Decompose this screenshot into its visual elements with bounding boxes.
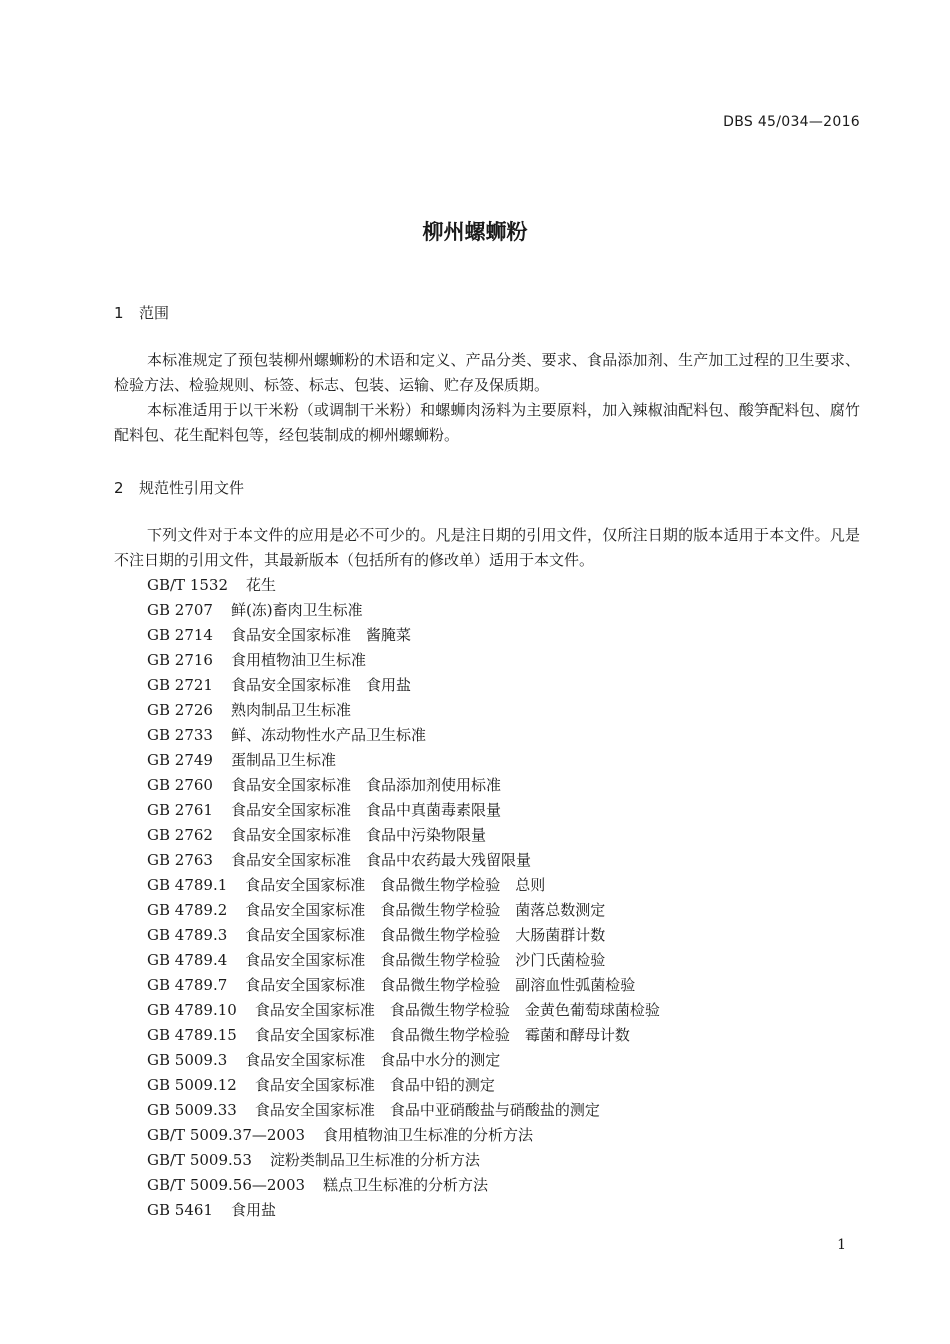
reference-code: GB 2721 xyxy=(147,676,213,694)
reference-item xyxy=(147,973,660,998)
reference-title: 花生 xyxy=(246,576,277,594)
reference-item xyxy=(147,1073,660,1098)
section-1-number: 1 xyxy=(114,304,124,322)
reference-title: 食品安全国家标准 酱腌菜 xyxy=(230,626,411,644)
reference-item xyxy=(147,1148,660,1173)
section-1-title: 范围 xyxy=(139,304,170,322)
reference-item xyxy=(147,1098,660,1123)
reference-code: GB 2761 xyxy=(147,801,213,819)
reference-item xyxy=(147,573,660,598)
reference-code: GB/T 1532 xyxy=(147,576,229,594)
reference-code: GB 4789.10 xyxy=(147,1001,237,1019)
reference-code: GB 2733 xyxy=(147,726,213,744)
reference-code: GB 4789.2 xyxy=(147,901,228,919)
section-2-title: 规范性引用文件 xyxy=(139,479,245,497)
reference-code: GB 4789.1 xyxy=(147,876,228,894)
reference-title: 食品安全国家标准 食品微生物学检验 沙门氏菌检验 xyxy=(245,951,606,969)
reference-title: 食品安全国家标准 食用盐 xyxy=(230,676,411,694)
reference-item xyxy=(147,773,660,798)
section-2-number: 2 xyxy=(114,479,124,497)
reference-code: GB 5009.3 xyxy=(147,1051,228,1069)
reference-item xyxy=(147,848,660,873)
reference-item xyxy=(147,1023,660,1048)
reference-item xyxy=(147,798,660,823)
reference-title: 食用盐 xyxy=(230,1201,276,1219)
reference-code: GB 2716 xyxy=(147,651,213,669)
document-title: 柳州螺蛳粉 xyxy=(422,220,528,244)
reference-title: 食品安全国家标准 食品微生物学检验 金黄色葡萄球菌检验 xyxy=(254,1001,660,1019)
reference-code: GB 2749 xyxy=(147,751,213,769)
reference-item xyxy=(147,648,660,673)
reference-item xyxy=(147,1198,660,1223)
section-2-heading xyxy=(114,477,244,498)
reference-code: GB 2762 xyxy=(147,826,213,844)
reference-title: 食品安全国家标准 食品微生物学检验 菌落总数测定 xyxy=(245,901,606,919)
reference-item xyxy=(147,623,660,648)
reference-item xyxy=(147,923,660,948)
reference-code: GB/T 5009.37—2003 xyxy=(147,1126,306,1144)
reference-title: 食品安全国家标准 食品中铅的测定 xyxy=(254,1076,495,1094)
reference-title: 食品安全国家标准 食品中亚硝酸盐与硝酸盐的测定 xyxy=(254,1101,600,1119)
reference-code: GB 2726 xyxy=(147,701,213,719)
reference-item xyxy=(147,748,660,773)
reference-title: 蛋制品卫生标准 xyxy=(230,751,336,769)
reference-title: 食品安全国家标准 食品微生物学检验 总则 xyxy=(245,876,546,894)
reference-title: 食品安全国家标准 食品中水分的测定 xyxy=(245,1051,501,1069)
reference-code: GB/T 5009.56—2003 xyxy=(147,1176,306,1194)
reference-code: GB 2714 xyxy=(147,626,213,644)
reference-code: GB 5009.12 xyxy=(147,1076,237,1094)
reference-title: 食品安全国家标准 食品微生物学检验 副溶血性弧菌检验 xyxy=(245,976,636,994)
reference-code: GB 4789.3 xyxy=(147,926,228,944)
reference-title: 食用植物油卫生标准 xyxy=(230,651,366,669)
reference-item xyxy=(147,948,660,973)
reference-title: 食品安全国家标准 食品中污染物限量 xyxy=(230,826,486,844)
section-1-heading xyxy=(114,302,169,323)
reference-code: GB 2763 xyxy=(147,851,213,869)
reference-code: GB 5461 xyxy=(147,1201,213,1219)
reference-title: 鲜(冻)畜肉卫生标准 xyxy=(230,601,363,619)
reference-item xyxy=(147,898,660,923)
reference-item xyxy=(147,1048,660,1073)
standard-code: DBS 45/034—2016 xyxy=(723,114,860,130)
reference-code: GB 2707 xyxy=(147,601,213,619)
reference-code: GB 4789.15 xyxy=(147,1026,237,1044)
reference-item xyxy=(147,998,660,1023)
reference-item xyxy=(147,723,660,748)
reference-item xyxy=(147,673,660,698)
reference-title: 食品安全国家标准 食品微生物学检验 霉菌和酵母计数 xyxy=(254,1026,630,1044)
reference-item xyxy=(147,598,660,623)
reference-title: 淀粉类制品卫生标准的分析方法 xyxy=(269,1151,480,1169)
reference-code: GB 4789.4 xyxy=(147,951,228,969)
reference-code: GB 4789.7 xyxy=(147,976,228,994)
reference-title: 食品安全国家标准 食品添加剂使用标准 xyxy=(230,776,501,794)
reference-title: 食品安全国家标准 食品中农药最大残留限量 xyxy=(230,851,531,869)
reference-code: GB 5009.33 xyxy=(147,1101,237,1119)
reference-code: GB/T 5009.53 xyxy=(147,1151,252,1169)
reference-title: 食用植物油卫生标准的分析方法 xyxy=(323,1126,534,1144)
reference-item xyxy=(147,823,660,848)
reference-code: GB 2760 xyxy=(147,776,213,794)
reference-item xyxy=(147,873,660,898)
reference-title: 熟肉制品卫生标准 xyxy=(230,701,351,719)
reference-title: 糕点卫生标准的分析方法 xyxy=(323,1176,489,1194)
reference-item xyxy=(147,698,660,723)
section-1-paragraph-1: 本标准规定了预包装柳州螺蛳粉的术语和定义、产品分类、要求、食品添加剂、生产加工过程的卫生要求、检验方法、检验规则、标签、标志、包装、运输、贮存及保质期。 xyxy=(114,351,860,394)
reference-title: 食品安全国家标准 食品中真菌毒素限量 xyxy=(230,801,501,819)
section-1-paragraph-2: 本标准适用于以干米粉（或调制干米粉）和螺蛳肉汤料为主要原料，加入辣椒油配料包、酸笋配料包、腐竹配料包、花生配料包等，经包装制成的柳州螺蛳粉。 xyxy=(114,401,860,444)
normative-reference-list xyxy=(147,573,660,1223)
section-2-paragraph-1: 下列文件对于本文件的应用是必不可少的。凡是注日期的引用文件，仅所注日期的版本适用于本文件。凡是不注日期的引用文件，其最新版本（包括所有的修改单）适用于本文件。 xyxy=(114,526,860,569)
reference-item xyxy=(147,1173,660,1198)
reference-title: 鲜、冻动物性水产品卫生标准 xyxy=(230,726,426,744)
reference-title: 食品安全国家标准 食品微生物学检验 大肠菌群计数 xyxy=(245,926,606,944)
page-number: 1 xyxy=(837,1237,846,1253)
reference-item xyxy=(147,1123,660,1148)
